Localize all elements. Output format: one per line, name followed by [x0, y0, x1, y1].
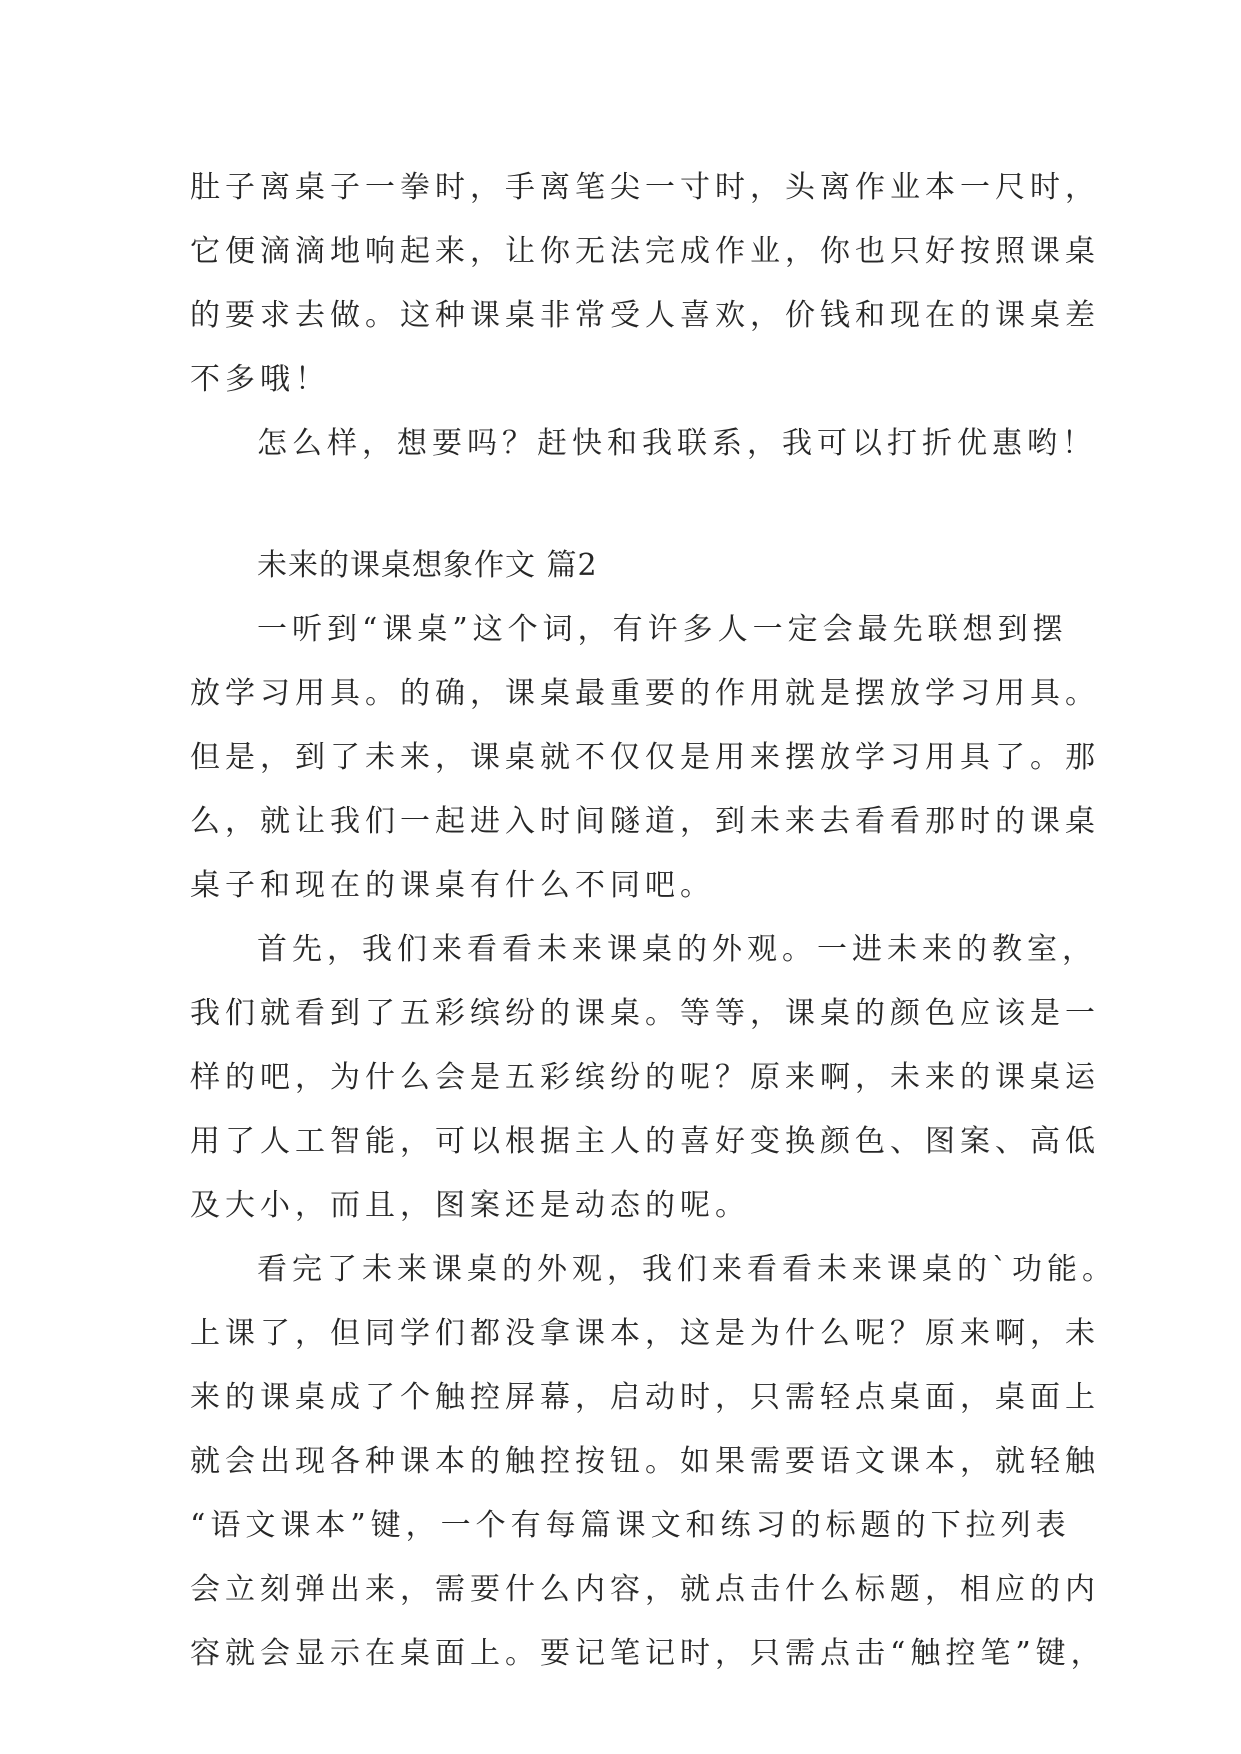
- paragraph-line: 样的吧，为什么会是五彩缤纷的呢？原来啊，未来的课桌运: [190, 1060, 1100, 1095]
- paragraph-line: 我们就看到了五彩缤纷的课桌。等等，课桌的颜色应该是一: [190, 996, 1100, 1031]
- paragraph-line: 来的课桌成了个触控屏幕，启动时，只需轻点桌面，桌面上: [190, 1380, 1100, 1415]
- paragraph-line: 一听到“课桌”这个词，有许多人一定会最先联想到摆: [257, 612, 1068, 647]
- paragraph-line: 但是，到了未来，课桌就不仅仅是用来摆放学习用具了。那: [190, 740, 1100, 775]
- paragraph-line: 及大小，而且，图案还是动态的呢。: [190, 1188, 750, 1223]
- section-heading: 未来的课桌想象作文 篇2: [257, 548, 598, 583]
- paragraph-line: 看完了未来课桌的外观，我们来看看未来课桌的`功能。: [257, 1252, 1117, 1287]
- paragraph-line: 会立刻弹出来，需要什么内容，就点击什么标题，相应的内: [190, 1572, 1100, 1607]
- paragraph-line: 用了人工智能，可以根据主人的喜好变换颜色、图案、高低: [190, 1124, 1100, 1159]
- paragraph-line: 就会出现各种课本的触控按钮。如果需要语文课本，就轻触: [190, 1444, 1100, 1479]
- paragraph-line: 容就会显示在桌面上。要记笔记时，只需点击“触控笔”键，: [190, 1636, 1106, 1671]
- paragraph-line: 的要求去做。这种课桌非常受人喜欢，价钱和现在的课桌差: [190, 298, 1100, 333]
- paragraph-line: 怎么样，想要吗？赶快和我联系，我可以打折优惠哟！: [257, 426, 1097, 461]
- paragraph-line: 首先，我们来看看未来课桌的外观。一进未来的教室，: [257, 932, 1097, 967]
- paragraph-line: “语文课本”键，一个有每篇课文和练习的标题的下拉列表: [190, 1508, 1071, 1543]
- paragraph-line: 上课了，但同学们都没拿课本，这是为什么呢？原来啊，未: [190, 1316, 1100, 1351]
- paragraph-line: 桌子和现在的课桌有什么不同吧。: [190, 868, 715, 903]
- paragraph-line: 肚子离桌子一拳时，手离笔尖一寸时，头离作业本一尺时，: [190, 170, 1100, 205]
- paragraph-line: 它便滴滴地响起来，让你无法完成作业，你也只好按照课桌: [190, 234, 1100, 269]
- paragraph-line: 么，就让我们一起进入时间隧道，到未来去看看那时的课桌: [190, 804, 1100, 839]
- paragraph-line: 不多哦！: [190, 362, 330, 397]
- paragraph-line: 放学习用具。的确，课桌最重要的作用就是摆放学习用具。: [190, 676, 1100, 711]
